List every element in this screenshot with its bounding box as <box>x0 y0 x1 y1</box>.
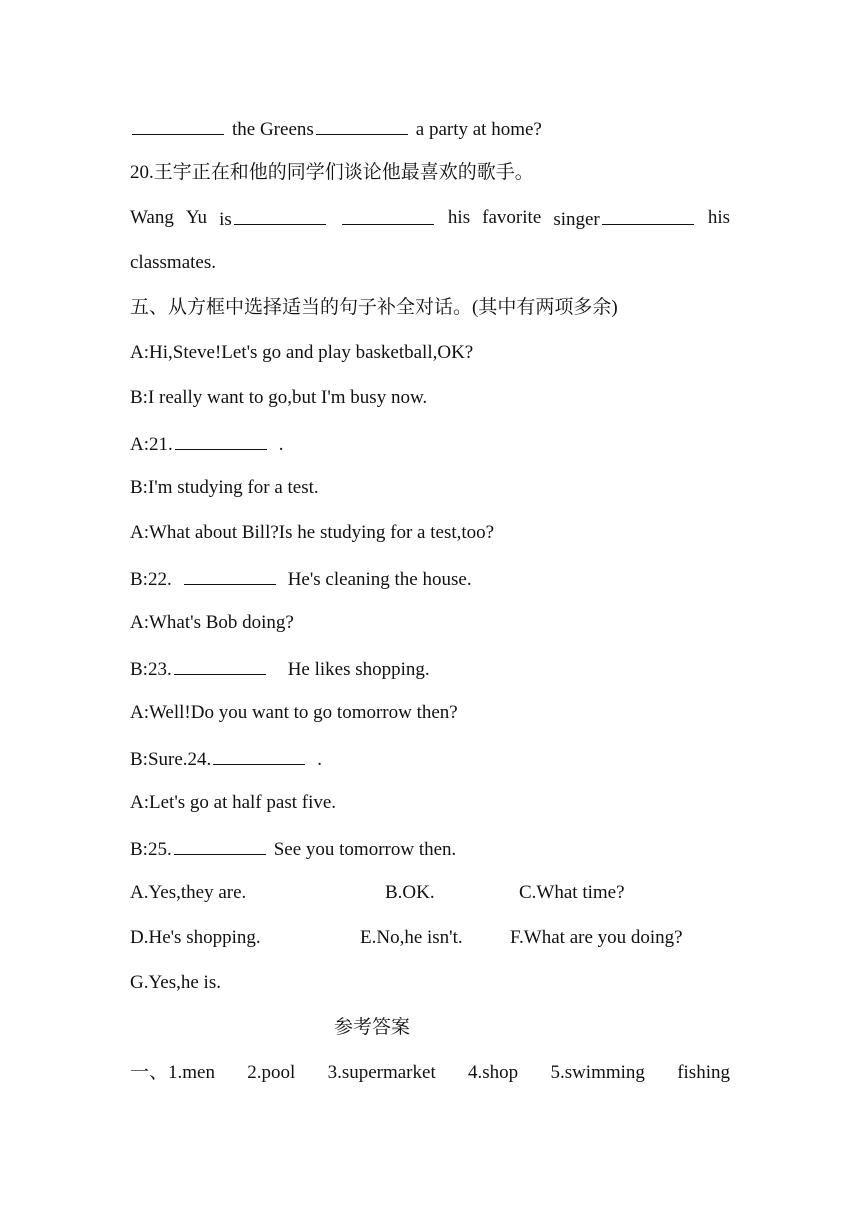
word: his <box>447 207 471 228</box>
answer-blank[interactable] <box>132 116 224 135</box>
q19-text-1: the Greens <box>232 119 314 140</box>
answer-item: 4.shop <box>468 1062 519 1083</box>
answer-item: 3.supermarket <box>327 1062 436 1083</box>
section-title: 五、从方框中选择适当的句子补全对话。(其中有两项多余) <box>130 297 618 318</box>
answer-blank[interactable] <box>213 746 305 765</box>
q19-text-2: a party at home? <box>415 119 542 140</box>
dialog-line: A:Well!Do you want to go tomorrow then? <box>130 702 458 723</box>
q24-line: B:Sure.24. . <box>130 746 322 772</box>
answer-blank[interactable] <box>184 566 276 585</box>
q20-line2: classmates. <box>130 252 217 273</box>
answer-blank[interactable] <box>174 656 266 675</box>
word-with-blank: is <box>219 206 328 232</box>
q21-line: A:21. . <box>130 431 284 457</box>
option-a: A.Yes,they are. <box>130 882 247 903</box>
word: Yu <box>185 207 208 228</box>
answers-title: 参考答案 <box>333 1017 410 1038</box>
answer-blank[interactable] <box>175 431 267 450</box>
answer-item: fishing <box>677 1062 730 1083</box>
q23-line: B:23. He likes shopping. <box>130 656 430 682</box>
dialog-line: A:What about Bill?Is he studying for a test,too? <box>130 522 495 543</box>
answer-blank[interactable] <box>316 116 408 135</box>
q22-line: B:22. He's cleaning the house. <box>130 566 472 592</box>
q25-line: B:25. See you tomorrow then. <box>130 836 456 862</box>
option-f: F.What are you doing? <box>510 927 683 948</box>
word: Wang <box>130 207 174 228</box>
q20-prompt: 20.王宇正在和他的同学们谈论他最喜欢的歌手。 <box>130 162 534 183</box>
q20-sentence <box>130 206 730 232</box>
option-c: C.What time? <box>519 882 625 903</box>
answer-blank[interactable] <box>602 206 694 225</box>
answer-item: 5.swimming <box>550 1062 645 1083</box>
option-e: E.No,he isn't. <box>360 927 463 948</box>
answer-blank[interactable] <box>342 206 434 225</box>
option-d: D.He's shopping. <box>130 927 261 948</box>
option-g: G.Yes,he is. <box>130 972 221 993</box>
word-with-blank: singer <box>553 206 695 232</box>
answer-blank[interactable] <box>234 206 326 225</box>
answers-line <box>130 1061 730 1085</box>
dialog-line: B:I really want to go,but I'm busy now. <box>130 387 428 408</box>
dialog-line: A:Hi,Steve!Let's go and play basketball,OK? <box>130 342 474 363</box>
word: his <box>707 207 730 228</box>
dialog-line: B:I'm studying for a test. <box>130 477 319 498</box>
q19-line <box>130 116 542 142</box>
answer-item: 2.pool <box>247 1062 296 1083</box>
option-b: B.OK. <box>385 882 435 903</box>
dialog-line: A:What's Bob doing? <box>130 612 294 633</box>
word: favorite <box>482 207 542 228</box>
answer-blank[interactable] <box>174 836 266 855</box>
answer-item: 一、1.men <box>130 1062 215 1083</box>
dialog-line: A:Let's go at half past five. <box>130 792 337 813</box>
